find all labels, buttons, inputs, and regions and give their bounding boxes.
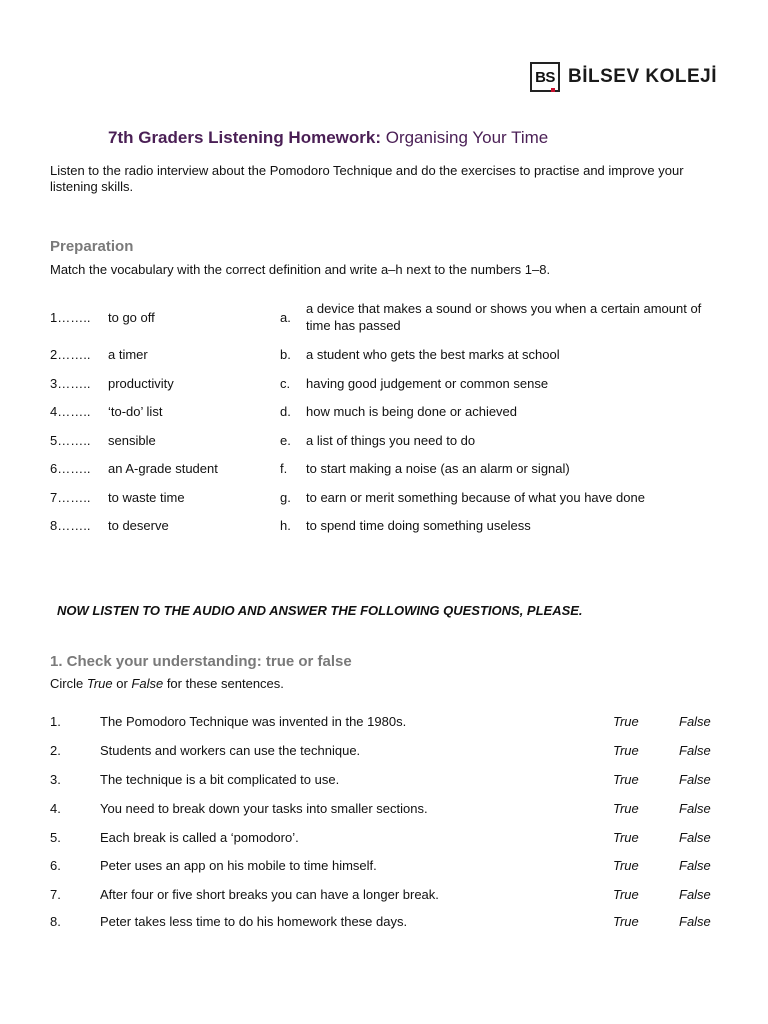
vocab-number: 2…….. bbox=[50, 347, 91, 362]
true-option[interactable]: True bbox=[613, 830, 639, 845]
vocab-word: sensible bbox=[108, 433, 156, 448]
document-title bbox=[108, 128, 548, 148]
instr-true: True bbox=[86, 676, 113, 691]
true-option[interactable]: True bbox=[613, 772, 639, 787]
vocab-letter: d. bbox=[280, 404, 291, 419]
vocab-number: 3…….. bbox=[50, 376, 91, 391]
vocab-number: 8…….. bbox=[50, 518, 91, 533]
true-option[interactable]: True bbox=[613, 914, 639, 929]
question-number: 1. bbox=[50, 714, 61, 729]
false-option[interactable]: False bbox=[679, 772, 711, 787]
vocab-number: 1…….. bbox=[50, 310, 91, 325]
vocab-letter: a. bbox=[280, 310, 291, 325]
question-number: 8. bbox=[50, 914, 61, 929]
vocab-letter: h. bbox=[280, 518, 291, 533]
true-option[interactable]: True bbox=[613, 887, 639, 902]
question-text: After four or five short breaks you can have a longer break. bbox=[100, 887, 439, 902]
logo-mark-text: BS bbox=[535, 68, 555, 86]
preparation-instruction: Match the vocabulary with the correct definition and write a–h next to the numbers 1–8. bbox=[50, 262, 551, 277]
vocab-definition: to start making a noise (as an alarm or signal) bbox=[306, 461, 570, 476]
vocab-letter: b. bbox=[280, 347, 291, 362]
vocab-definition: having good judgement or common sense bbox=[306, 376, 549, 391]
question-number: 5. bbox=[50, 830, 61, 845]
question-text: Peter uses an app on his mobile to time himself. bbox=[100, 858, 377, 873]
vocab-number: 6…….. bbox=[50, 461, 91, 476]
true-option[interactable]: True bbox=[613, 743, 639, 758]
instr-part: Circle bbox=[50, 676, 87, 691]
vocab-definition: how much is being done or achieved bbox=[306, 404, 518, 419]
true-option[interactable]: True bbox=[613, 858, 639, 873]
vocab-definition: a student who gets the best marks at school bbox=[306, 347, 560, 362]
logo-dot-icon bbox=[551, 88, 555, 92]
vocab-word: to waste time bbox=[108, 490, 185, 505]
false-option[interactable]: False bbox=[679, 714, 711, 729]
vocab-number: 7…….. bbox=[50, 490, 91, 505]
false-option[interactable]: False bbox=[679, 801, 711, 816]
false-option[interactable]: False bbox=[679, 858, 711, 873]
question-text: Peter takes less time to do his homework these days. bbox=[100, 914, 408, 929]
school-logo bbox=[530, 60, 717, 94]
title-bold: 7th Graders Listening Homework: bbox=[108, 128, 381, 147]
vocab-letter: g. bbox=[280, 490, 291, 505]
logo-name: BİLSEV KOLEJİ bbox=[568, 66, 718, 87]
vocab-word: ‘to-do’ list bbox=[108, 404, 163, 419]
vocab-word: to go off bbox=[108, 310, 155, 325]
false-option[interactable]: False bbox=[679, 914, 711, 929]
intro-text: Listen to the radio interview about the Pomodoro Technique and do the exercises to practise and improve your listening skills. bbox=[50, 163, 684, 194]
now-listen-instruction: NOW LISTEN TO THE AUDIO AND ANSWER THE FOLLOWING QUESTIONS, PLEASE. bbox=[57, 603, 583, 618]
question-text: Each break is called a ‘pomodoro’. bbox=[100, 830, 299, 845]
vocab-letter: f. bbox=[280, 461, 288, 476]
instr-part: or bbox=[112, 676, 132, 691]
vocab-letter: c. bbox=[280, 376, 291, 391]
false-option[interactable]: False bbox=[679, 887, 711, 902]
title-rest: Organising Your Time bbox=[381, 128, 549, 147]
question-number: 7. bbox=[50, 887, 61, 902]
vocab-letter: e. bbox=[280, 433, 291, 448]
true-option[interactable]: True bbox=[613, 714, 639, 729]
logo-mark bbox=[530, 62, 560, 92]
true-option[interactable]: True bbox=[613, 801, 639, 816]
question-text: The technique is a bit complicated to use. bbox=[100, 772, 340, 787]
check-instruction bbox=[50, 676, 284, 692]
question-number: 6. bbox=[50, 858, 61, 873]
vocab-word: productivity bbox=[108, 376, 174, 391]
vocab-word: to deserve bbox=[108, 518, 169, 533]
question-text: Students and workers can use the technique. bbox=[100, 743, 361, 758]
question-number: 2. bbox=[50, 743, 61, 758]
vocab-word: an A-grade student bbox=[108, 461, 218, 476]
vocab-definition: to earn or merit something because of what you have done bbox=[306, 490, 645, 505]
question-number: 4. bbox=[50, 801, 61, 816]
check-heading: 1. Check your understanding: true or false bbox=[50, 653, 352, 670]
instr-part: for these sentences. bbox=[163, 676, 284, 691]
false-option[interactable]: False bbox=[679, 743, 711, 758]
instr-false: False bbox=[131, 676, 164, 691]
vocab-definition: to spend time doing something useless bbox=[306, 518, 531, 533]
vocab-number: 4…….. bbox=[50, 404, 91, 419]
preparation-heading: Preparation bbox=[50, 238, 134, 255]
question-text: The Pomodoro Technique was invented in the 1980s. bbox=[100, 714, 407, 729]
question-text: You need to break down your tasks into smaller sections. bbox=[100, 801, 428, 816]
vocab-number: 5…….. bbox=[50, 433, 91, 448]
question-number: 3. bbox=[50, 772, 61, 787]
vocab-definition: a list of things you need to do bbox=[306, 433, 476, 448]
vocab-word: a timer bbox=[108, 347, 148, 362]
vocab-definition: a device that makes a sound or shows you when a certain amount of time has passed bbox=[306, 301, 702, 333]
false-option[interactable]: False bbox=[679, 830, 711, 845]
